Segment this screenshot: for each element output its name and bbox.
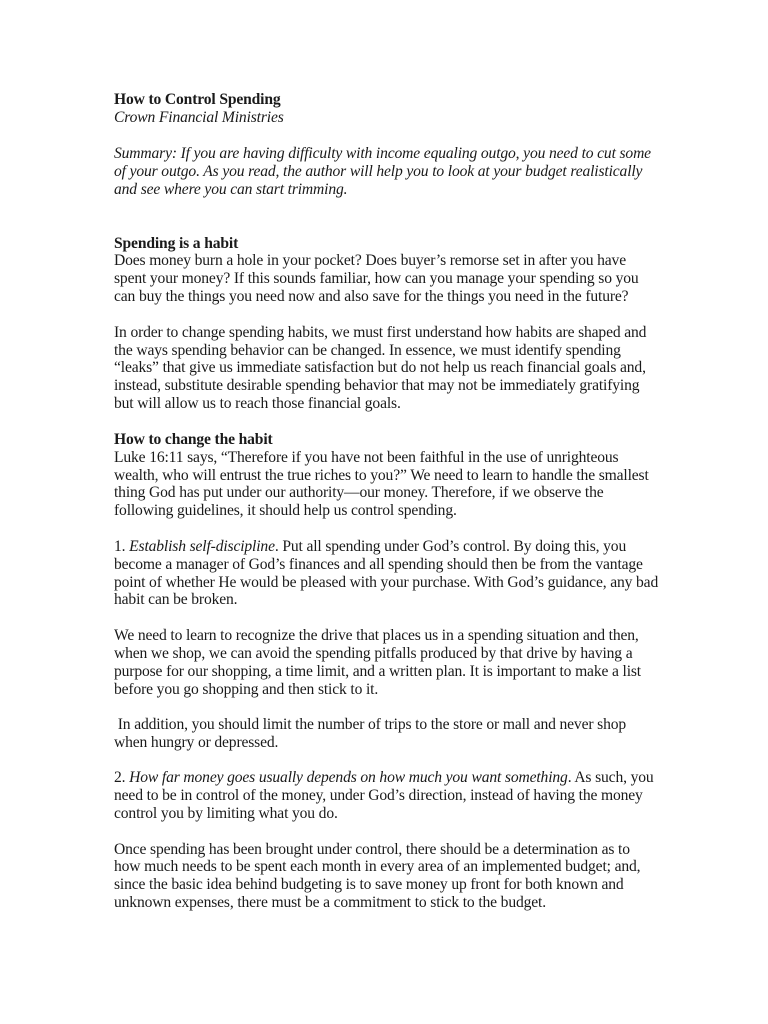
section-heading-spending-habit: Spending is a habit bbox=[114, 234, 239, 252]
paragraph: We need to learn to recognize the drive that places us in a spending situation and then, when we shop, we can avoid the spending pitfalls produced by that drive by having a purpose for our shopping, a time limit, and a written plan. It is important to make a list before you go shopping and then stick to it. bbox=[114, 626, 641, 698]
document-title: How to Control Spending bbox=[114, 91, 281, 108]
paragraph: In addition, you should limit the number of trips to the store or mall and never shop when hungry or depressed. bbox=[114, 715, 630, 751]
list-item-emphasis: Establish self-discipline bbox=[129, 537, 275, 555]
list-item-text: . Put all spending under God’s control. By doing this, you become a manager of God’s finances and all spending should then be from the vantage point of whether He would be pleased with your purchase. With God’s guidance, any bad habit can be broken. bbox=[114, 537, 659, 609]
paragraph: Does money burn a hole in your pocket? Does buyer’s remorse set in after you have spent your money? If this sounds familiar, how can you manage your spending so you can buy the things you need now and also save for the things you need in the future? bbox=[114, 252, 639, 306]
paragraph: Luke 16:11 says, “Therefore if you have not been faithful in the use of unrighteous wealth, who will entrust the true riches to you?” We need to learn to handle the smallest thing God has put under our authority—our money. Therefore, if we observe the following guidelines, it should help us control spending. bbox=[114, 448, 649, 520]
list-item-text: . As such, you need to be in control of the money, under God’s direction, instead of having the money control you by limiting what you do. bbox=[114, 769, 654, 823]
document-page bbox=[114, 91, 659, 912]
paragraph: In order to change spending habits, we must first understand how habits are shaped and the ways spending behavior can be changed. In essence, we must identify spending “leaks” that give us immediate satisfaction but do not help us reach financial goals and, instead, substitute desirable spending behavior that may not be immediately gratifying but will allow us to reach those financial goals. bbox=[114, 323, 647, 413]
document-summary: Summary: If you are having difficulty with income equaling outgo, you need to cut some of your outgo. As you read, the author will help you to look at your budget realistically and see where you can start trimming. bbox=[114, 144, 651, 198]
paragraph: Once spending has been brought under control, there should be a determination as to how much needs to be spent each month in every area of an implemented budget; and, since the basic idea behind budgeting is to save money up front for both known and unknown expenses, there must be a commitment to stick to the budget. bbox=[114, 840, 641, 912]
section-heading-change-habit: How to change the habit bbox=[114, 430, 273, 448]
list-item-2 bbox=[114, 769, 659, 823]
list-item-1 bbox=[114, 538, 659, 610]
list-item-emphasis: How far money goes usually depends on how much you want something bbox=[129, 769, 568, 787]
document-subtitle: Crown Financial Ministries bbox=[114, 108, 284, 126]
list-item-number: 2. bbox=[114, 769, 130, 787]
list-item-number: 1. bbox=[114, 537, 130, 555]
